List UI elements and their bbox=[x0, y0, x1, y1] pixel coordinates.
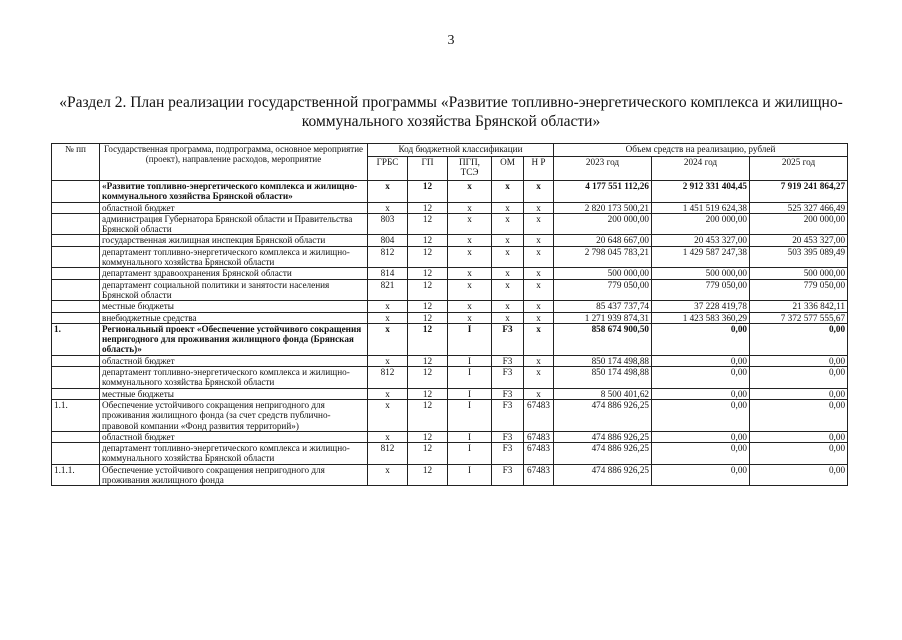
cell-np: 67483 bbox=[524, 399, 554, 431]
header-gp: ГП bbox=[408, 157, 448, 181]
cell-y2024: 779 050,00 bbox=[652, 279, 750, 301]
header-num: № пп bbox=[52, 144, 100, 181]
cell-num bbox=[52, 443, 100, 465]
cell-np: х bbox=[524, 213, 554, 235]
cell-name: местные бюджеты bbox=[100, 301, 368, 312]
cell-y2024: 1 429 587 247,38 bbox=[652, 246, 750, 268]
cell-gp: 12 bbox=[408, 246, 448, 268]
cell-num bbox=[52, 202, 100, 213]
header-np: Н Р bbox=[524, 157, 554, 181]
cell-name: Обеспечение устойчивого сокращения непригодного для проживания жилищного фонда bbox=[100, 464, 368, 486]
cell-om: х bbox=[492, 312, 524, 323]
cell-gp: 12 bbox=[408, 399, 448, 431]
cell-name: департамент топливно-энергетического комплекса и жилищно-коммунального хозяйства Брянской области bbox=[100, 367, 368, 389]
cell-np: х bbox=[524, 312, 554, 323]
cell-gp: 12 bbox=[408, 268, 448, 279]
cell-y2023: 500 000,00 bbox=[554, 268, 652, 279]
cell-num bbox=[52, 355, 100, 366]
cell-gp: 12 bbox=[408, 355, 448, 366]
cell-om: F3 bbox=[492, 464, 524, 486]
header-2025: 2025 год bbox=[750, 157, 848, 181]
cell-gp: 12 bbox=[408, 202, 448, 213]
cell-y2024: 0,00 bbox=[652, 443, 750, 465]
table-header bbox=[52, 144, 848, 181]
cell-gp: 12 bbox=[408, 181, 448, 203]
cell-name: областной бюджет bbox=[100, 355, 368, 366]
cell-grbs: х bbox=[368, 355, 408, 366]
section-title bbox=[40, 93, 862, 131]
cell-gp: 12 bbox=[408, 388, 448, 399]
cell-y2024: 2 912 331 404,45 bbox=[652, 181, 750, 203]
cell-np: 67483 bbox=[524, 464, 554, 486]
cell-y2025: 20 453 327,00 bbox=[750, 235, 848, 246]
cell-grbs: х bbox=[368, 301, 408, 312]
cell-y2025: 500 000,00 bbox=[750, 268, 848, 279]
cell-ppgp: х bbox=[448, 213, 492, 235]
cell-name: департамент топливно-энергетического комплекса и жилищно-коммунального хозяйства Брянской области bbox=[100, 443, 368, 465]
cell-np: х bbox=[524, 355, 554, 366]
cell-ppgp: I bbox=[448, 355, 492, 366]
cell-num bbox=[52, 301, 100, 312]
cell-y2025: 200 000,00 bbox=[750, 213, 848, 235]
cell-om: F3 bbox=[492, 323, 524, 355]
cell-y2023: 474 886 926,25 bbox=[554, 399, 652, 431]
table-row bbox=[52, 246, 848, 268]
cell-y2025: 779 050,00 bbox=[750, 279, 848, 301]
cell-ppgp: х bbox=[448, 235, 492, 246]
cell-y2025: 7 372 577 555,67 bbox=[750, 312, 848, 323]
cell-om: х bbox=[492, 279, 524, 301]
cell-y2023: 8 500 401,62 bbox=[554, 388, 652, 399]
cell-y2025: 0,00 bbox=[750, 399, 848, 431]
cell-ppgp: х bbox=[448, 246, 492, 268]
cell-grbs: х bbox=[368, 399, 408, 431]
cell-num bbox=[52, 279, 100, 301]
cell-y2024: 1 423 583 360,29 bbox=[652, 312, 750, 323]
cell-y2023: 474 886 926,25 bbox=[554, 443, 652, 465]
cell-num bbox=[52, 388, 100, 399]
cell-grbs: х bbox=[368, 388, 408, 399]
section-title-line-2: коммунального хозяйства Брянской области» bbox=[301, 113, 601, 130]
cell-y2025: 21 336 842,11 bbox=[750, 301, 848, 312]
cell-name: «Развитие топливно-энергетического комплекса и жилищно-коммунального хозяйства Брянской области» bbox=[100, 181, 368, 203]
cell-name: Региональный проект «Обеспечение устойчивого сокращения непригодного для проживания жилищного фонда (Брянская область)» bbox=[100, 323, 368, 355]
cell-ppgp: I bbox=[448, 443, 492, 465]
cell-y2025: 0,00 bbox=[750, 464, 848, 486]
table-row bbox=[52, 431, 848, 442]
cell-gp: 12 bbox=[408, 323, 448, 355]
cell-num: 1. bbox=[52, 323, 100, 355]
cell-np: х bbox=[524, 181, 554, 203]
cell-np: х bbox=[524, 301, 554, 312]
cell-gp: 12 bbox=[408, 301, 448, 312]
cell-om: х bbox=[492, 246, 524, 268]
header-code-group: Код бюджетной классификации bbox=[368, 144, 554, 157]
cell-y2025: 503 395 089,49 bbox=[750, 246, 848, 268]
cell-grbs: х bbox=[368, 431, 408, 442]
cell-y2023: 20 648 667,00 bbox=[554, 235, 652, 246]
cell-y2024: 0,00 bbox=[652, 367, 750, 389]
cell-y2023: 850 174 498,88 bbox=[554, 355, 652, 366]
cell-num bbox=[52, 246, 100, 268]
cell-om: F3 bbox=[492, 443, 524, 465]
cell-np: 67483 bbox=[524, 443, 554, 465]
cell-om: F3 bbox=[492, 399, 524, 431]
cell-name: департамент здравоохранения Брянской области bbox=[100, 268, 368, 279]
plan-table bbox=[51, 143, 848, 486]
header-grbs: ГРБС bbox=[368, 157, 408, 181]
cell-grbs: х bbox=[368, 181, 408, 203]
header-2023: 2023 год bbox=[554, 157, 652, 181]
table-row bbox=[52, 202, 848, 213]
cell-y2025: 0,00 bbox=[750, 367, 848, 389]
cell-y2023: 2 820 173 500,21 bbox=[554, 202, 652, 213]
cell-np: х bbox=[524, 246, 554, 268]
cell-grbs: 804 bbox=[368, 235, 408, 246]
cell-name: администрация Губернатора Брянской области и Правительства Брянской области bbox=[100, 213, 368, 235]
cell-ppgp: х bbox=[448, 312, 492, 323]
cell-num: 1.1.1. bbox=[52, 464, 100, 486]
table-row bbox=[52, 355, 848, 366]
cell-gp: 12 bbox=[408, 367, 448, 389]
cell-np: х bbox=[524, 235, 554, 246]
cell-ppgp: х bbox=[448, 202, 492, 213]
cell-y2024: 0,00 bbox=[652, 323, 750, 355]
table-row bbox=[52, 301, 848, 312]
cell-name: государственная жилищная инспекция Брянской области bbox=[100, 235, 368, 246]
cell-y2024: 500 000,00 bbox=[652, 268, 750, 279]
cell-y2024: 20 453 327,00 bbox=[652, 235, 750, 246]
cell-grbs: 821 bbox=[368, 279, 408, 301]
cell-y2025: 0,00 bbox=[750, 431, 848, 442]
cell-num bbox=[52, 312, 100, 323]
cell-y2024: 37 228 419,78 bbox=[652, 301, 750, 312]
cell-om: F3 bbox=[492, 355, 524, 366]
cell-grbs: х bbox=[368, 202, 408, 213]
cell-ppgp: I bbox=[448, 367, 492, 389]
cell-y2023: 1 271 939 874,31 bbox=[554, 312, 652, 323]
cell-om: х bbox=[492, 235, 524, 246]
cell-y2023: 200 000,00 bbox=[554, 213, 652, 235]
cell-ppgp: I bbox=[448, 388, 492, 399]
cell-gp: 12 bbox=[408, 312, 448, 323]
cell-grbs: 812 bbox=[368, 367, 408, 389]
table-row bbox=[52, 268, 848, 279]
cell-ppgp: I bbox=[448, 431, 492, 442]
cell-name: областной бюджет bbox=[100, 202, 368, 213]
cell-name: местные бюджеты bbox=[100, 388, 368, 399]
table-row bbox=[52, 464, 848, 486]
cell-y2025: 7 919 241 864,27 bbox=[750, 181, 848, 203]
cell-y2024: 200 000,00 bbox=[652, 213, 750, 235]
cell-grbs: х bbox=[368, 312, 408, 323]
cell-ppgp: х bbox=[448, 301, 492, 312]
cell-y2025: 0,00 bbox=[750, 323, 848, 355]
cell-grbs: 812 bbox=[368, 443, 408, 465]
table-row bbox=[52, 367, 848, 389]
cell-ppgp: I bbox=[448, 399, 492, 431]
cell-grbs: х bbox=[368, 323, 408, 355]
table-row bbox=[52, 399, 848, 431]
table-row bbox=[52, 235, 848, 246]
header-ppgp: ПГП, ТСЭ bbox=[448, 157, 492, 181]
cell-om: х bbox=[492, 202, 524, 213]
cell-num bbox=[52, 367, 100, 389]
cell-num bbox=[52, 268, 100, 279]
cell-np: х bbox=[524, 323, 554, 355]
cell-om: F3 bbox=[492, 367, 524, 389]
cell-num bbox=[52, 213, 100, 235]
table-row bbox=[52, 323, 848, 355]
cell-gp: 12 bbox=[408, 279, 448, 301]
cell-gp: 12 bbox=[408, 443, 448, 465]
header-2024: 2024 год bbox=[652, 157, 750, 181]
cell-y2024: 0,00 bbox=[652, 388, 750, 399]
cell-y2024: 0,00 bbox=[652, 399, 750, 431]
cell-ppgp: х bbox=[448, 279, 492, 301]
cell-np: х bbox=[524, 279, 554, 301]
table-row bbox=[52, 443, 848, 465]
table-row bbox=[52, 213, 848, 235]
cell-y2023: 85 437 737,74 bbox=[554, 301, 652, 312]
cell-y2023: 4 177 551 112,26 bbox=[554, 181, 652, 203]
table-row bbox=[52, 181, 848, 203]
cell-om: F3 bbox=[492, 431, 524, 442]
cell-np: х bbox=[524, 202, 554, 213]
cell-y2023: 474 886 926,25 bbox=[554, 431, 652, 442]
cell-y2024: 1 451 519 624,38 bbox=[652, 202, 750, 213]
cell-y2025: 0,00 bbox=[750, 355, 848, 366]
cell-om: F3 bbox=[492, 388, 524, 399]
cell-om: х bbox=[492, 213, 524, 235]
cell-y2023: 474 886 926,25 bbox=[554, 464, 652, 486]
cell-gp: 12 bbox=[408, 235, 448, 246]
cell-gp: 12 bbox=[408, 431, 448, 442]
section-title-line-1: «Раздел 2. План реализации государственной программы «Развитие топливно-энергетического комплекса и жилищно- bbox=[59, 94, 843, 111]
header-om: ОМ bbox=[492, 157, 524, 181]
cell-gp: 12 bbox=[408, 213, 448, 235]
header-name: Государственная программа, подпрограмма, основное мероприятие (проект), направление расходов, мероприятие bbox=[100, 144, 368, 181]
cell-num: 1.1. bbox=[52, 399, 100, 431]
cell-name: областной бюджет bbox=[100, 431, 368, 442]
cell-ppgp: I bbox=[448, 464, 492, 486]
table-row bbox=[52, 388, 848, 399]
cell-grbs: 814 bbox=[368, 268, 408, 279]
cell-ppgp: х bbox=[448, 181, 492, 203]
page-number: 3 bbox=[447, 33, 455, 48]
cell-y2025: 0,00 bbox=[750, 388, 848, 399]
cell-om: х bbox=[492, 301, 524, 312]
header-volume-group: Объем средств на реализацию, рублей bbox=[554, 144, 848, 157]
cell-name: Обеспечение устойчивого сокращения непригодного для проживания жилищного фонда (за счет средств публично-правовой компании «Фонд развития территорий») bbox=[100, 399, 368, 431]
cell-num bbox=[52, 181, 100, 203]
cell-ppgp: х bbox=[448, 268, 492, 279]
cell-grbs: 803 bbox=[368, 213, 408, 235]
cell-name: департамент топливно-энергетического комплекса и жилищно-коммунального хозяйства Брянской области bbox=[100, 246, 368, 268]
cell-name: департамент социальной политики и занятости населения Брянской области bbox=[100, 279, 368, 301]
table-body bbox=[52, 181, 848, 486]
cell-grbs: 812 bbox=[368, 246, 408, 268]
table-row bbox=[52, 312, 848, 323]
cell-num bbox=[52, 431, 100, 442]
cell-y2025: 0,00 bbox=[750, 443, 848, 465]
cell-y2024: 0,00 bbox=[652, 431, 750, 442]
cell-np: х bbox=[524, 367, 554, 389]
cell-num bbox=[52, 235, 100, 246]
cell-om: х bbox=[492, 268, 524, 279]
cell-np: х bbox=[524, 268, 554, 279]
cell-ppgp: I bbox=[448, 323, 492, 355]
cell-y2024: 0,00 bbox=[652, 355, 750, 366]
cell-om: х bbox=[492, 181, 524, 203]
cell-np: х bbox=[524, 388, 554, 399]
cell-y2023: 858 674 900,50 bbox=[554, 323, 652, 355]
cell-y2024: 0,00 bbox=[652, 464, 750, 486]
cell-y2025: 525 327 466,49 bbox=[750, 202, 848, 213]
cell-np: 67483 bbox=[524, 431, 554, 442]
cell-grbs: х bbox=[368, 464, 408, 486]
cell-y2023: 779 050,00 bbox=[554, 279, 652, 301]
table-row bbox=[52, 279, 848, 301]
cell-name: внебюджетные средства bbox=[100, 312, 368, 323]
cell-y2023: 850 174 498,88 bbox=[554, 367, 652, 389]
cell-gp: 12 bbox=[408, 464, 448, 486]
cell-y2023: 2 798 045 783,21 bbox=[554, 246, 652, 268]
